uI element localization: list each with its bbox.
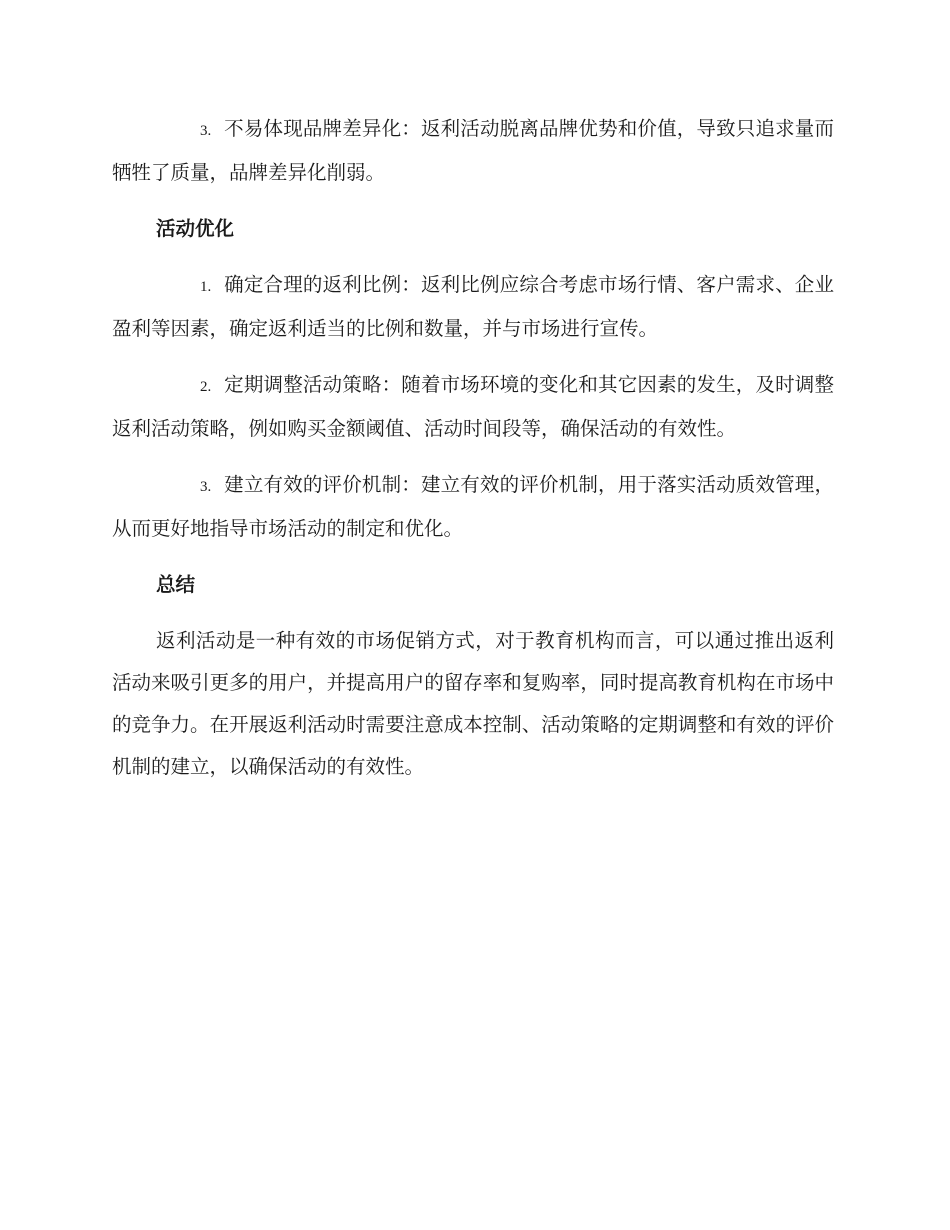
section-heading-summary: 总结 [156, 573, 196, 596]
summary-paragraph: 返利活动是一种有效的市场促销方式，对于教育机构而言，可以通过推出返利活动来吸引更多的用户，并提高用户的留存率和复购率，同时提高教育机构在市场中的竞争力。在开展返利活动时需要注意成本控制、活动策略的定期调整和有效的评价机制的建立，以确保活动的有效性。 [112, 629, 834, 778]
document-page [112, 108, 834, 802]
list-item [112, 108, 834, 194]
list-text: 定期调整活动策略：随着市场环境的变化和其它因素的发生，及时调整返利活动策略，例如购买金额阈值、活动时间段等，确保活动的有效性。 [112, 373, 834, 440]
list-item [112, 264, 834, 350]
section-heading-optimization: 活动优化 [156, 217, 235, 240]
list-item [112, 364, 834, 450]
list-number: 2. [200, 379, 212, 395]
list-text: 不易体现品牌差异化：返利活动脱离品牌优势和价值，导致只追求量而牺牲了质量，品牌差异化削弱。 [112, 117, 834, 184]
list-item [112, 464, 834, 550]
list-number: 3. [200, 123, 212, 139]
list-text: 建立有效的评价机制：建立有效的评价机制，用于落实活动质效管理，从而更好地指导市场活动的制定和优化。 [112, 473, 834, 540]
list-number: 1. [200, 279, 212, 295]
list-text: 确定合理的返利比例：返利比例应综合考虑市场行情、客户需求、企业盈利等因素，确定返利适当的比例和数量，并与市场进行宣传。 [112, 273, 834, 340]
list-number: 3. [200, 479, 212, 495]
